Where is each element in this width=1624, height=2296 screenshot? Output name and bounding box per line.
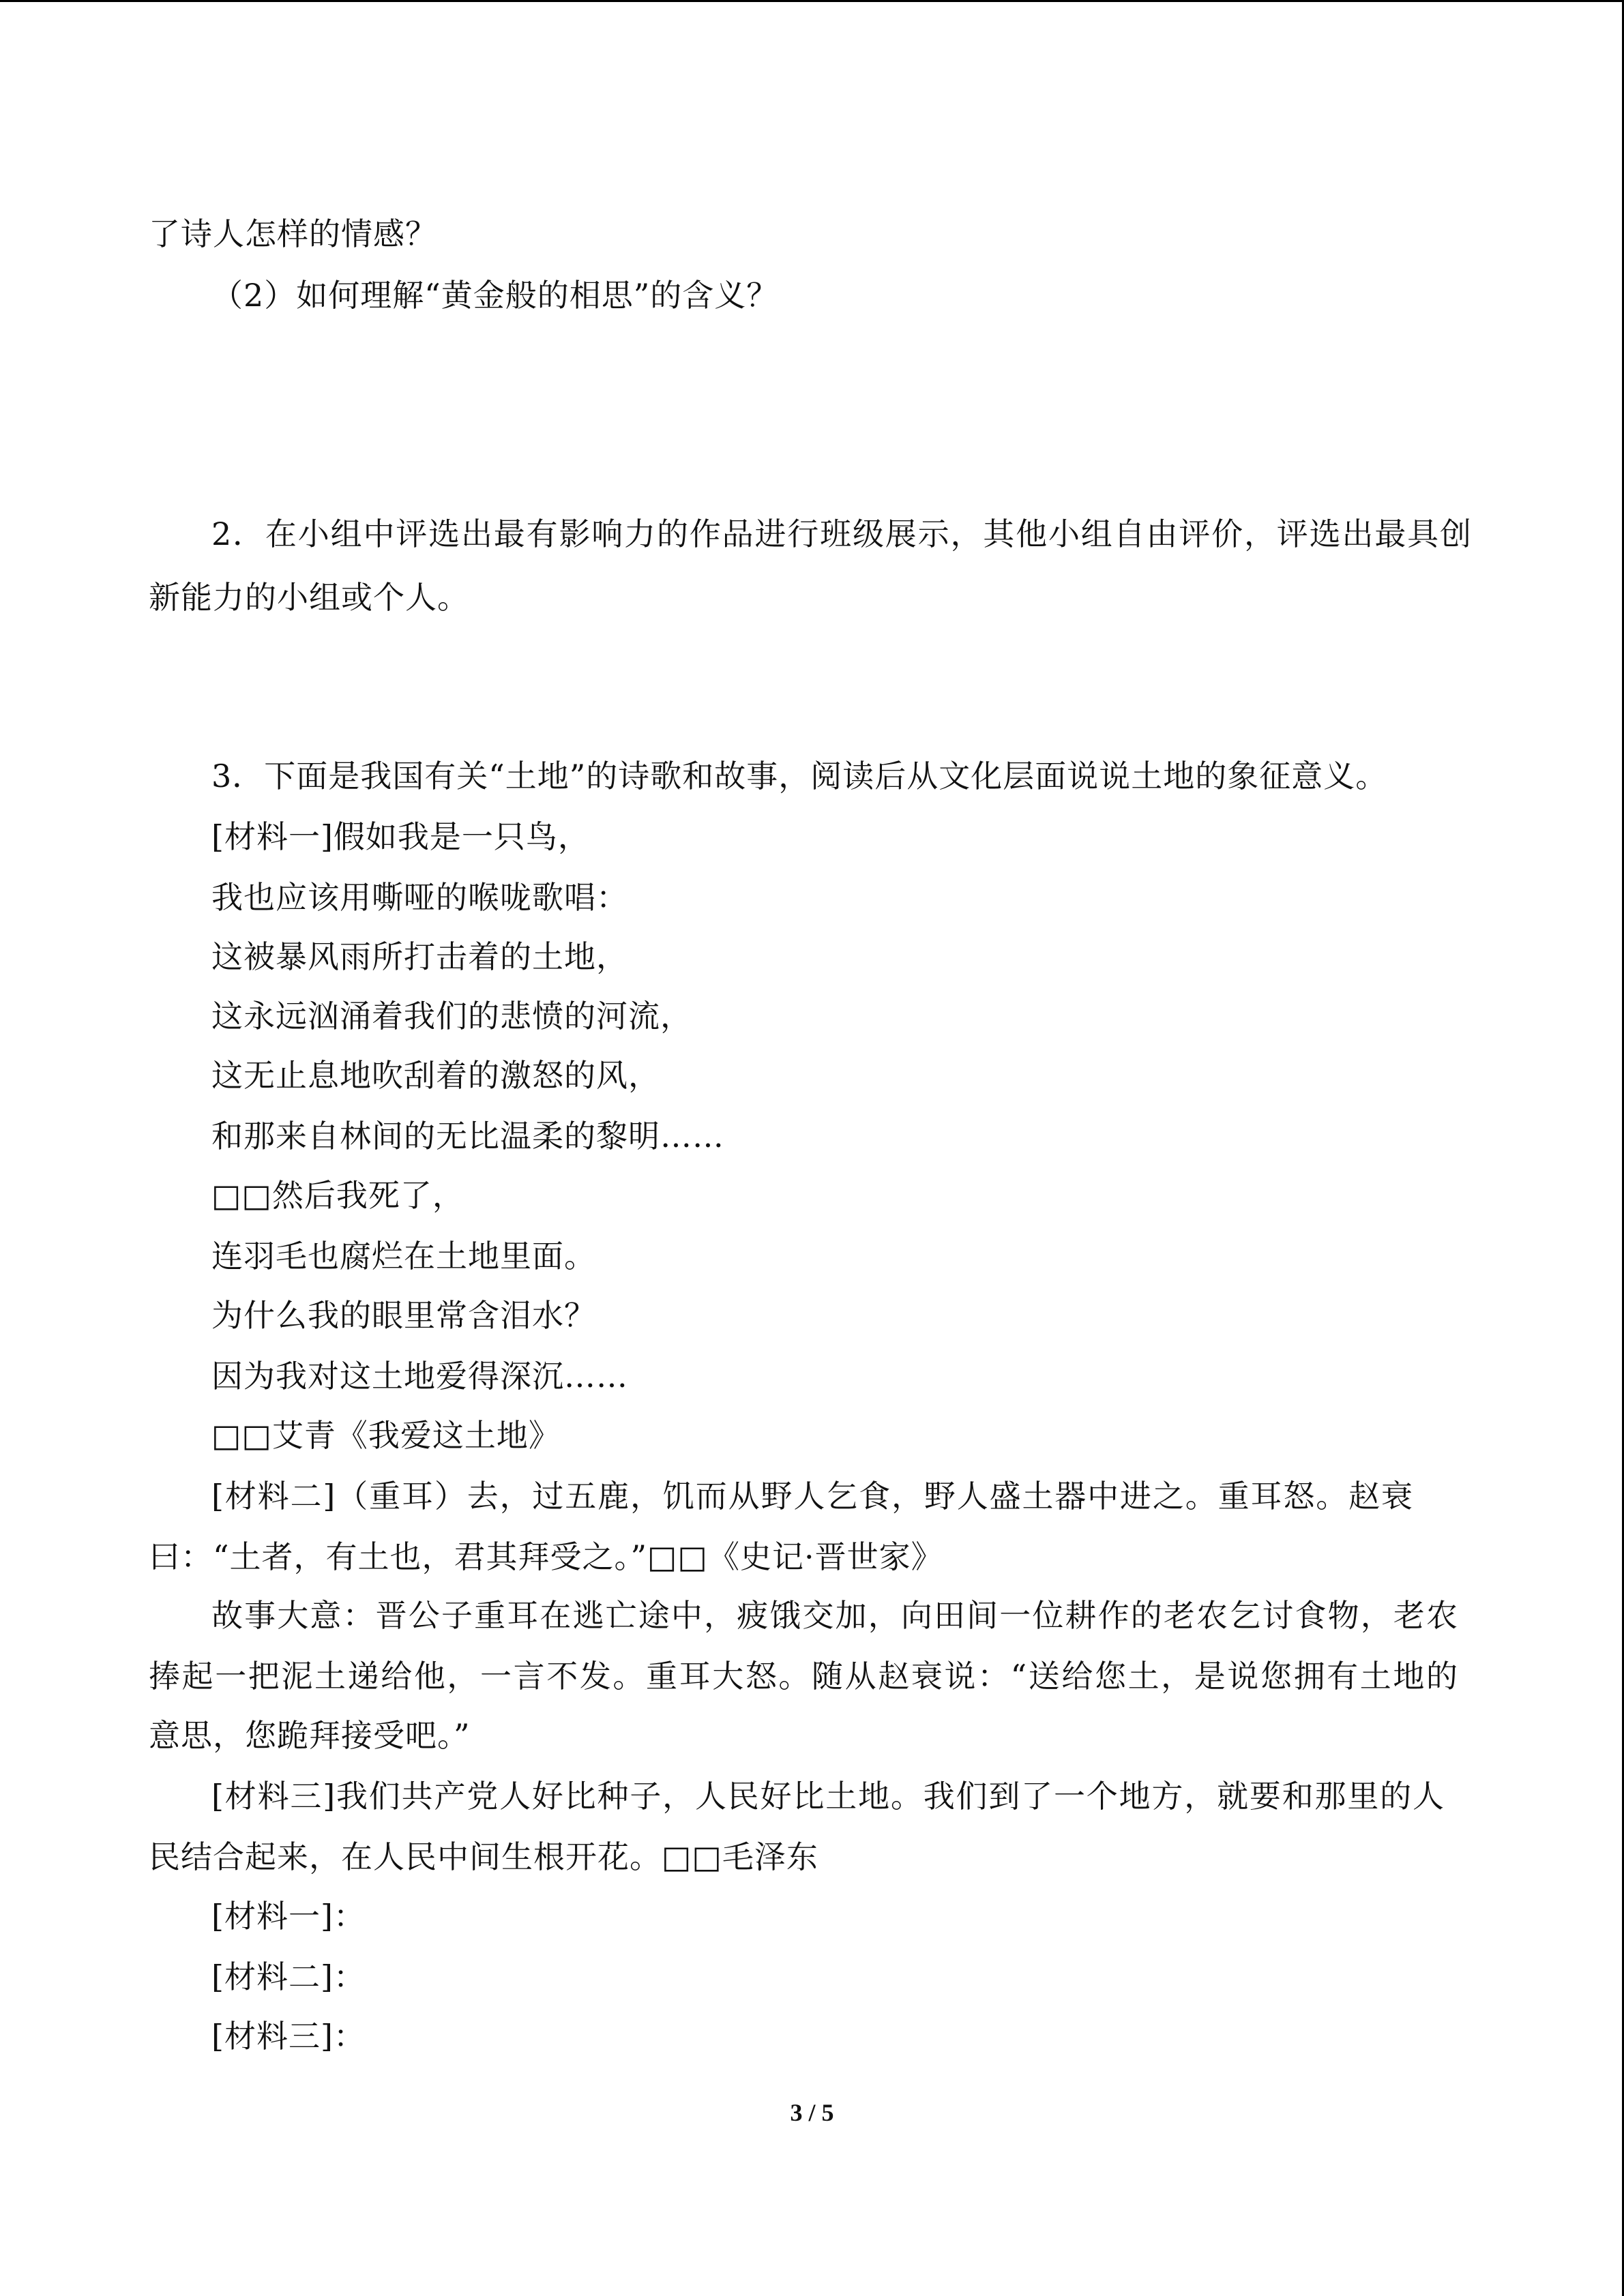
poem-line: 这被暴风雨所打击着的土地，	[211, 938, 628, 975]
material-1-heading: [材料一]假如我是一只鸟，	[211, 818, 590, 855]
story-summary-line-2: 捧起一把泥土递给他，一言不发。重耳大怒。随从赵衰说：“送给您土，是说您拥有土地的	[149, 1658, 1458, 1695]
question-2-line-1: 2．在小组中评选出最有影响力的作品进行班级展示，其他小组自由评价，评选出最具创	[211, 516, 1472, 552]
story-summary-line-1: 故事大意：晋公子重耳在逃亡途中，疲饿交加，向田间一位耕作的老农乞讨食物，老农	[211, 1597, 1458, 1634]
material-2-line-1: [材料二]（重耳）去，过五鹿，饥而从野人乞食，野人盛土器中进之。重耳怒。赵衰	[211, 1478, 1413, 1515]
question-1-continuation: 了诗人怎样的情感？	[149, 215, 437, 252]
material-2-line-2: 曰：“土者，有土也，君其拜受之。”□□《史记·晋世家》	[149, 1538, 943, 1575]
poem-line: 为什么我的眼里常含泪水？	[211, 1297, 596, 1334]
poem-line: 因为我对这土地爱得深沉……	[211, 1358, 628, 1395]
poem-line: □□然后我死了，	[211, 1177, 464, 1214]
poem-line: 这永远汹涌着我们的悲愤的河流，	[211, 998, 692, 1034]
poem-line: 这无止息地吹刮着的激怒的风，	[211, 1057, 660, 1094]
material-3-line-2: 民结合起来，在人民中间生根开花。□□毛泽东	[149, 1838, 818, 1875]
answer-label-material-1: [材料一]：	[211, 1898, 366, 1935]
answer-label-material-2: [材料二]：	[211, 1958, 366, 1995]
question-2-line-2: 新能力的小组或个人。	[149, 579, 469, 616]
material-3-line-1: [材料三]我们共产党人好比种子，人民好比土地。我们到了一个地方，就要和那里的人	[211, 1778, 1445, 1815]
poem-line: 我也应该用嘶哑的喉咙歌唱：	[211, 879, 628, 916]
page-number: 3 / 5	[790, 2099, 834, 2126]
answer-label-material-3: [材料三]：	[211, 2018, 366, 2055]
poem-attribution: □□艾青《我爱这土地》	[211, 1417, 561, 1454]
poem-line: 和那来自林间的无比温柔的黎明……	[211, 1118, 724, 1154]
page-border-top	[0, 0, 1624, 2]
question-1-sub-2: （2）如何理解“黄金般的相思”的含义？	[211, 277, 779, 314]
story-summary-line-3: 意思，您跪拜接受吧。”	[149, 1717, 471, 1754]
question-3-prompt: 3．下面是我国有关“土地”的诗歌和故事，阅读后从文化层面说说土地的象征意义。	[211, 758, 1388, 794]
poem-line: 连羽毛也腐烂在土地里面。	[211, 1238, 596, 1274]
